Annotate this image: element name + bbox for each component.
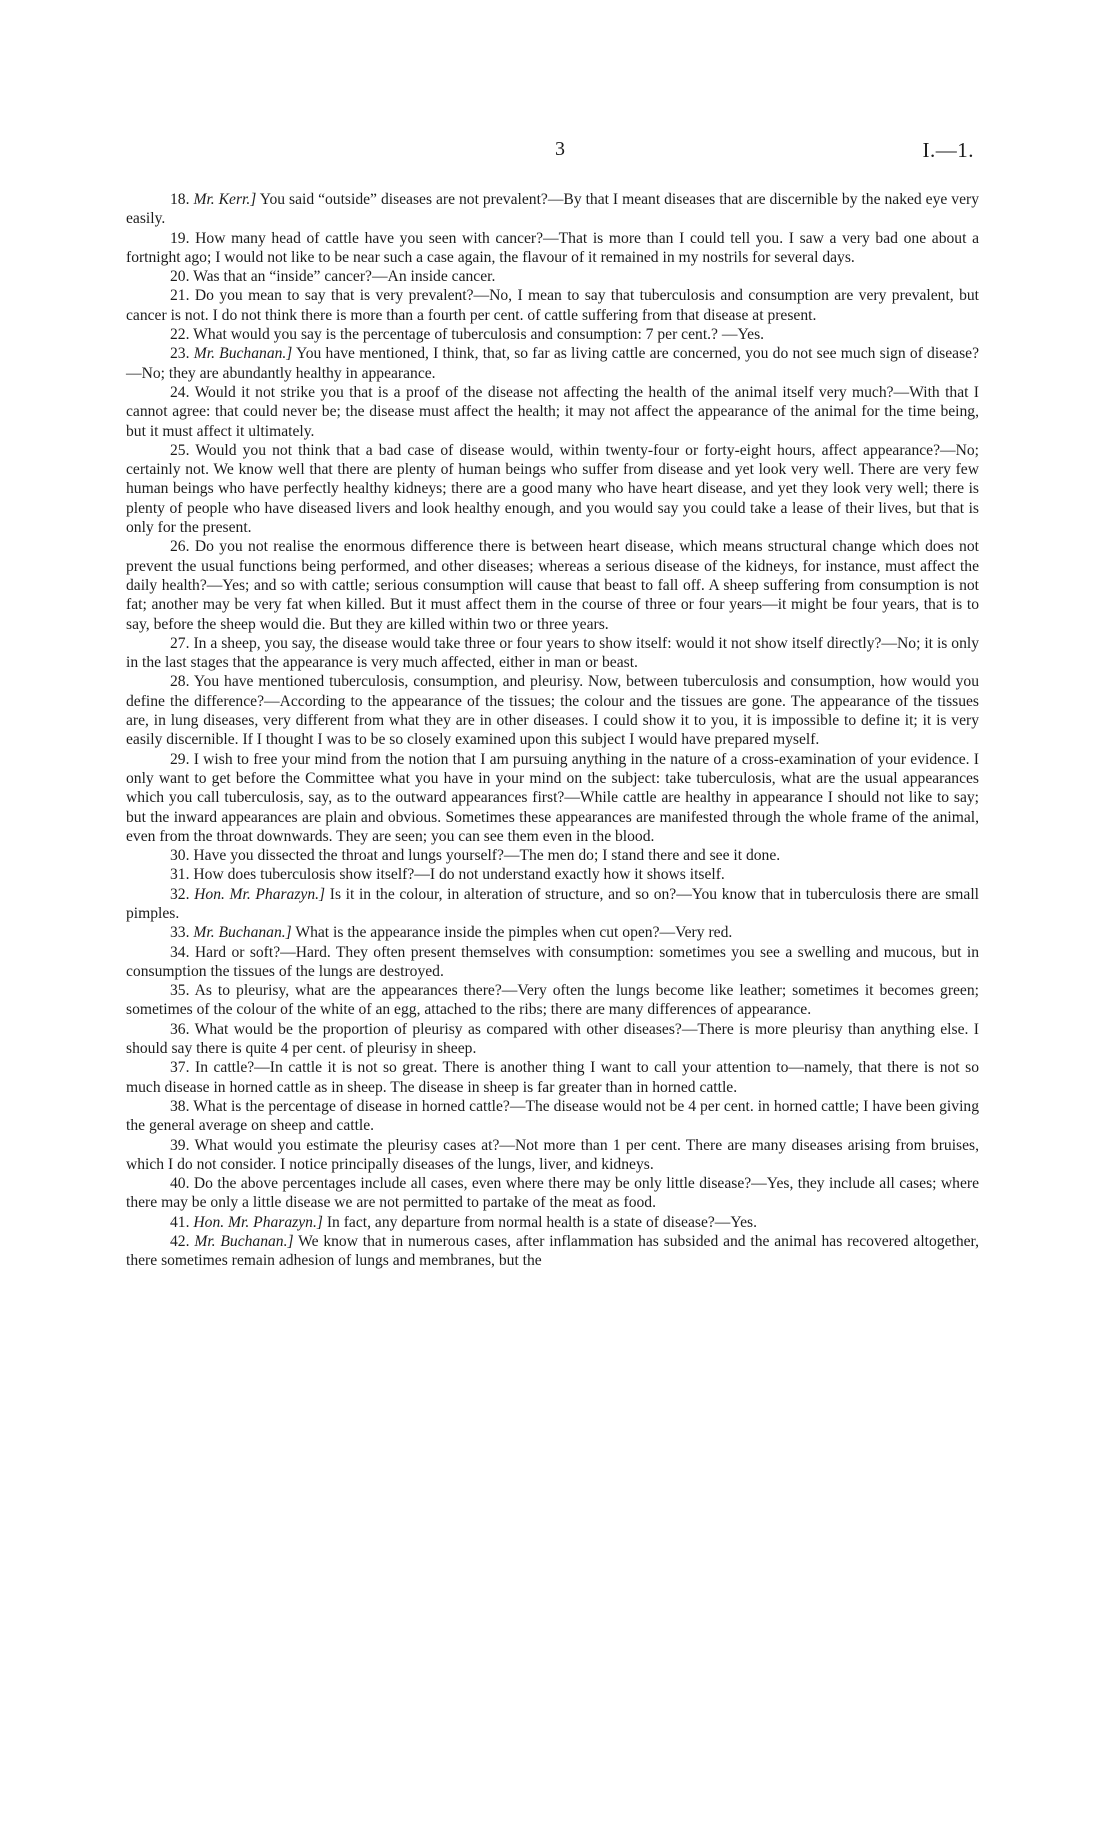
question-number: 20. [170,268,190,286]
question-number: 24. [170,383,190,401]
question-number: 29. [170,750,190,768]
question-text: Would it not strike you that is a proof of the disease not affecting the health of the animal itself very much?—With that I cannot agree: that could never be; the disease must affect the health; it may not affect the appearance of the animal for the time being, but it must affect it ultimately. [126,383,979,440]
question-text: I wish to free your mind from the notion that I am pursuing anything in the nature of a cross-examination of your evidence. I only want to get before the Committee what you have in your mind on the subject: take tuberculosis, what are the usual appearances which you call tuberculosis, say, as to the outward appearances first?—While cattle are healthy in appearance I should not like to say; but the inward appearances are plain and obvious. Sometimes these appearances are manifested through the whole frame of the animal, even from the throat downwards. They are seen; you can see them even in the blood. [126,750,979,845]
question-text: Is it in the colour, in alteration of structure, and so on?—You know that in tuberculosis there are small pimples. [126,885,979,922]
question-number: 26. [170,538,190,556]
question-paragraph [126,981,979,1020]
question-text: What would you say is the percentage of tuberculosis and consumption: 7 per cent.? —Yes. [193,326,765,344]
question-text: What would be the proportion of pleurisy as compared with other diseases?—There is more pleurisy than anything else. I should say there is quite 4 per cent. of pleurisy in sheep. [126,1020,979,1058]
question-text: Do the above percentages include all cases, even where there may be only little disease?—Yes, they include all cases; where there may be only a little disease we are not permitted to partake of the meat as food. [126,1175,979,1212]
question-paragraph [126,923,979,942]
question-number: 21. [170,287,190,305]
question-number: 19. [170,229,190,247]
question-number: 41. [170,1213,190,1231]
speaker-name: Hon. Mr. Pharazyn.] [194,885,326,903]
evidence-text [126,190,979,1271]
question-paragraph [126,846,979,865]
document-reference: I.—1. [922,138,974,162]
question-text: What is the appearance inside the pimples when cut open?—Very red. [295,924,733,942]
question-paragraph [126,1020,979,1059]
question-text: What would you estimate the pleurisy cases at?—Not more than 1 per cent. There are many diseases arising from bruises, which I do not consider. I notice principally diseases of the lungs, liver, and kidneys. [126,1136,980,1173]
question-text: As to pleurisy, what are the appearances there?—Very often the lungs become like leather; sometimes it becomes green; sometimes of the colour of the white of an egg, attached to the ribs; there are many differences of appearance. [126,982,979,1019]
question-number: 34. [170,943,190,961]
question-number: 31. [170,866,190,884]
question-number: 28. [170,673,190,691]
question-paragraph [126,1174,979,1213]
question-paragraph [126,325,979,344]
question-text: In fact, any departure from normal health is a state of disease?—Yes. [326,1213,757,1231]
question-paragraph [126,885,979,924]
page-header [0,138,1114,164]
question-paragraph [126,344,979,383]
question-paragraph [126,537,979,633]
question-paragraph [126,672,979,749]
question-text: You have mentioned, I think, that, so far as living cattle are concerned, you do not see much sign of disease?—No; they are abundantly healthy in appearance. [126,345,980,382]
question-number: 40. [170,1175,190,1193]
question-text: Would you not think that a bad case of disease would, within twenty-four or forty-eight hours, affect appearance?—No; certainly not. We know well that there are plenty of human beings who suffer from disease and yet look very well. There are very few human beings who have perfectly healthy kidneys; there are a good many who have heart disease, and yet they look very well; there is plenty of people who have diseased livers and look healthy enough, and you would say you could take a lease of their lives, but that is only for the present. [126,441,979,537]
question-number: 38. [170,1097,190,1115]
question-text: How does tuberculosis show itself?—I do not understand exactly how it shows itself. [193,866,725,884]
question-paragraph [126,1213,979,1232]
question-number: 22. [170,326,190,344]
speaker-name: Mr. Kerr.] [193,191,257,208]
question-paragraph [126,383,979,441]
question-paragraph [126,229,979,268]
question-number: 30. [170,847,190,865]
question-text: Do you mean to say that is very prevalent?—No, I mean to say that tuberculosis and consumption are very prevalent, but cancer is not. I do not think there is more than a fourth per cent. of cattle suffering from that disease at present. [126,287,979,324]
question-text: In cattle?—In cattle it is not so great. There is another thing I want to call your attention to—namely, that there is not so much disease in horned cattle as in sheep. The disease in sheep is far greater than in horned cattle. [126,1059,979,1096]
question-text: In a sheep, you say, the disease would take three or four years to show itself: would it not show itself directly?—No; it is only in the last stages that the appearance is very much affected, either in man or beast. [126,634,980,672]
question-text: What is the percentage of disease in horned cattle?—The disease would not be 4 per cent. in horned cattle; I have been giving the general average on sheep and cattle. [126,1097,979,1135]
speaker-name: Mr. Buchanan.] [193,345,293,363]
question-text: We know that in numerous cases, after inflammation has subsided and the animal has recovered altogether, there sometimes remain adhesion of lungs and membranes, but the [126,1233,980,1270]
question-paragraph [126,1097,979,1136]
question-paragraph [126,943,979,982]
question-number: 42. [170,1233,190,1251]
question-text: You said “outside” diseases are not prevalent?—By that I meant diseases that are discernible by the naked eye very easily. [126,191,979,228]
speaker-name: Hon. Mr. Pharazyn.] [193,1213,323,1231]
speaker-name: Mr. Buchanan.] [193,924,292,942]
question-text: How many head of cattle have you seen with cancer?—That is more than I could tell you. I saw a very bad one about a fortnight ago; I would not like to be near such a case again, the flavour of it remained in my nostrils for several days. [126,229,979,266]
question-paragraph [126,286,979,325]
question-paragraph [126,1058,979,1097]
question-paragraph [126,634,979,673]
question-number: 35. [170,982,190,1000]
question-paragraph [126,190,979,229]
question-number: 27. [170,634,190,652]
question-paragraph [126,441,979,537]
question-paragraph [126,865,979,884]
question-paragraph [126,267,979,286]
question-text: You have mentioned tuberculosis, consumption, and pleurisy. Now, between tuberculosis and consumption, how would you define the difference?—According to the appearance of the tissues; the colour and the tissues are gone. The appearance of the tissues are, in lung diseases, very different from what they are in other diseases. I could show it to you, it is impossible to define it; it is very easily discernible. If I thought I was to be so closely examined upon this subject I would have prepared myself. [126,673,979,749]
question-number: 39. [170,1136,190,1154]
speaker-name: Mr. Buchanan.] [194,1233,294,1251]
question-number: 23. [170,345,190,363]
question-paragraph [126,1136,979,1175]
question-number: 37. [170,1059,190,1077]
question-paragraph [126,750,979,846]
question-text: Have you dissected the throat and lungs yourself?—The men do; I stand there and see it done. [193,847,781,865]
question-number: 33. [170,924,190,942]
page-number: 3 [555,138,565,160]
question-number: 36. [170,1020,190,1038]
question-number: 18. [170,191,190,208]
question-text: Was that an “inside” cancer?—An inside cancer. [193,268,496,286]
question-number: 32. [170,885,190,903]
question-text: Hard or soft?—Hard. They often present themselves with consumption: sometimes you see a swelling and mucous, but in consumption the tissues of the lungs are destroyed. [126,943,979,980]
question-paragraph [126,1232,979,1271]
question-number: 25. [170,441,190,459]
question-text: Do you not realise the enormous difference there is between heart disease, which means structural change which does not prevent the usual functions being performed, and other diseases; whereas a serious disease of the kidneys, for instance, must affect the daily health?—Yes; and so with cattle; serious consumption will cause that beast to fall off. A sheep suffering from consumption is not fat; another may be very fat when killed. But it must affect them in the course of three or four years—it might be four years, that is to say, before the sheep would die. But they are killed within two or three years. [126,538,979,633]
